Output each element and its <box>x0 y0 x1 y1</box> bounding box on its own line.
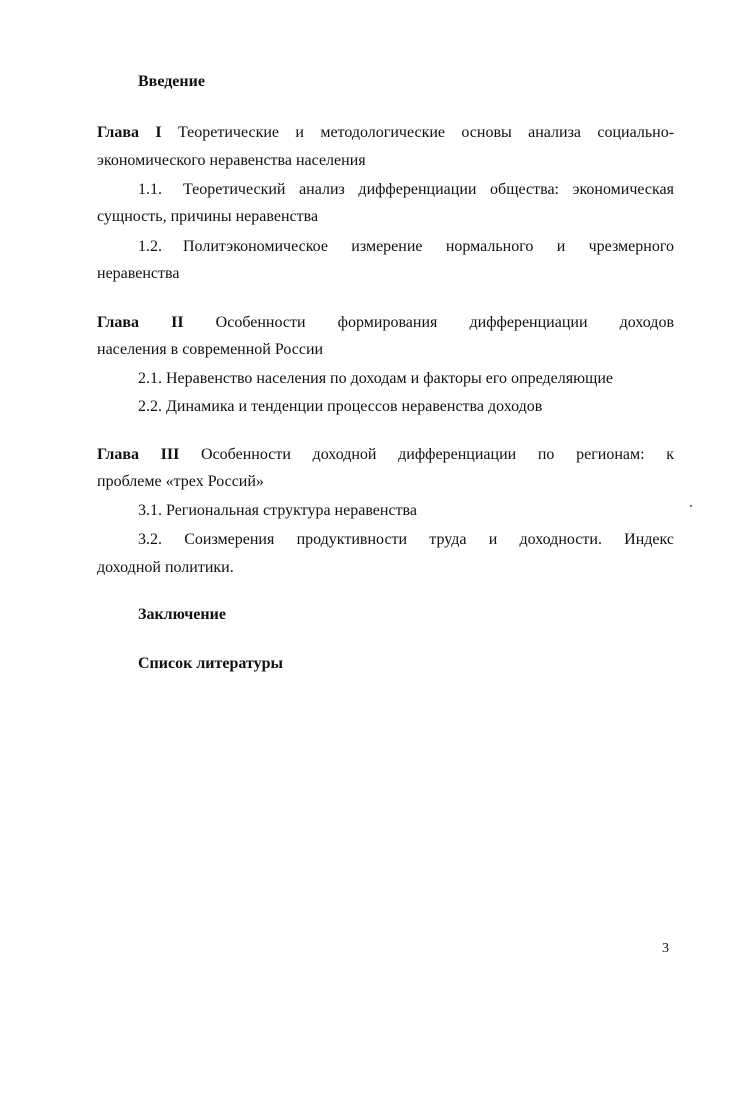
chapter3-title-line1 <box>97 445 674 465</box>
section-2-1: 2.1. Неравенство населения по доходам и факторы его определяющие <box>138 370 614 387</box>
bibliography-heading: Список литературы <box>138 655 283 672</box>
chapter2-title-line2: населения в современной России <box>97 341 324 358</box>
chapter1-title-text: Теоретические и методологические основы анализа социально- <box>178 124 675 141</box>
section-3-1: 3.1. Региональная структура неравенства <box>138 502 417 519</box>
intro-heading: Введение <box>138 73 205 90</box>
section-1-2-line2: неравенства <box>97 265 180 282</box>
chapter3-title-text: Особенности доходной дифференциации по регионам: к <box>201 446 674 463</box>
section-1-2-number: 1.2. <box>138 238 162 255</box>
chapter1-label: Глава I <box>97 124 162 141</box>
section-3-2-line1: 3.2. Соизмерения продуктивности труда и доходности. Индекс <box>138 531 674 548</box>
section-1-2-line1: Политэкономическое измерение нормального и чрезмерного <box>183 238 674 255</box>
section-3-2-line2: доходной политики. <box>97 559 234 576</box>
chapter3-label: Глава III <box>97 446 180 463</box>
section-2-2: 2.2. Динамика и тенденции процессов неравенства доходов <box>138 398 543 415</box>
section-1-1-line2: сущность, причины неравенства <box>97 208 319 225</box>
section-1-1-line1: Теоретический анализ дифференциации общества: экономическая <box>183 181 674 198</box>
section-1-1-number: 1.1. <box>138 181 162 198</box>
chapter1-title-line2: экономического неравенства населения <box>97 152 366 169</box>
chapter2-title-text: Особенности формирования дифференциации доходов <box>215 314 674 331</box>
chapter1-title-line1 <box>97 123 674 143</box>
chapter3-title-line2: проблеме «трех Россий» <box>97 473 264 490</box>
chapter2-title-line1 <box>97 313 674 333</box>
chapter2-label: Глава II <box>97 314 184 331</box>
scan-speck <box>690 505 692 507</box>
conclusion-heading: Заключение <box>138 606 226 623</box>
page-number: 3 <box>662 941 669 956</box>
